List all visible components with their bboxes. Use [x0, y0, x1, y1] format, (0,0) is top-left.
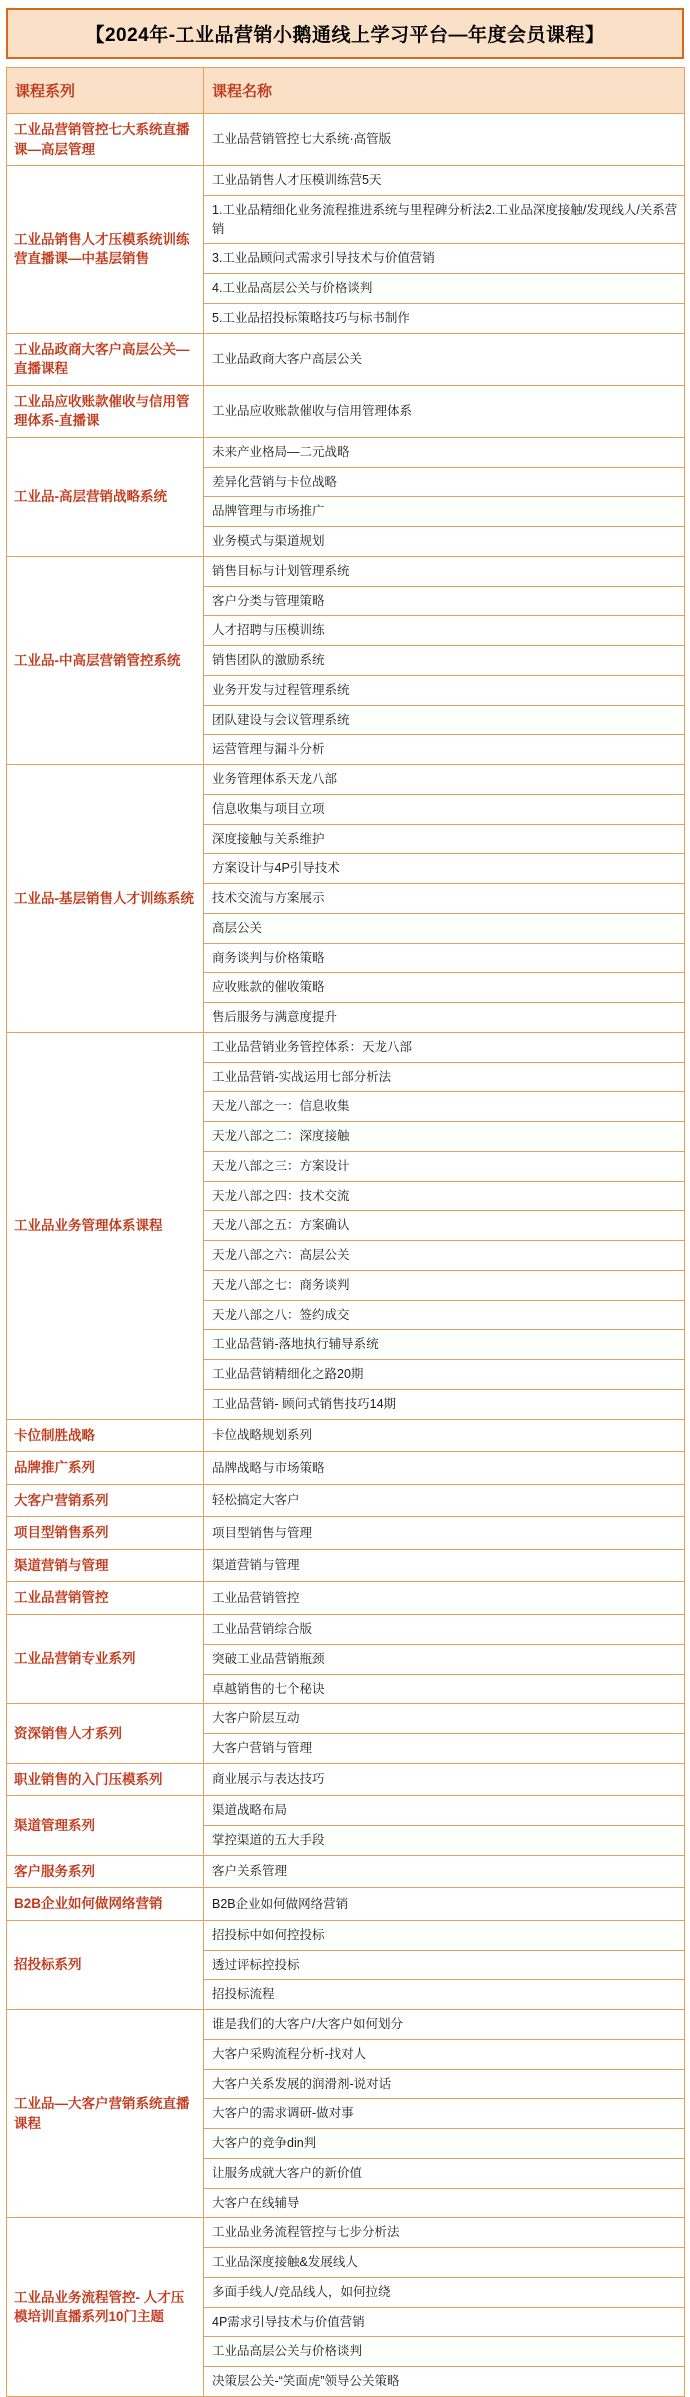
series-cell: 工业品营销专业系列	[7, 1615, 204, 1704]
course-name-cell: 卓越销售的七个秘诀	[204, 1674, 685, 1704]
table-row	[7, 2218, 685, 2248]
table-row	[7, 1763, 685, 1796]
course-name-cell: 大客户阶层互动	[204, 1704, 685, 1734]
course-name-cell: 大客户的需求调研-做对事	[204, 2099, 685, 2129]
course-name-cell: 工业品政商大客户高层公关	[204, 333, 685, 385]
series-cell: 大客户营销系列	[7, 1484, 204, 1517]
table-body	[7, 114, 685, 2397]
course-name-cell: 让服务成就大客户的新价值	[204, 2158, 685, 2188]
table-row	[7, 1888, 685, 1921]
series-cell: B2B企业如何做网络营销	[7, 1888, 204, 1921]
course-name-cell: 4P需求引导技术与价值营销	[204, 2307, 685, 2337]
column-header-name: 课程名称	[204, 68, 685, 114]
course-name-cell: 1.工业品精细化业务流程推进系统与里程碑分析法2.工业品深度接触/发现线人/关系营销	[204, 195, 685, 244]
course-name-cell: B2B企业如何做网络营销	[204, 1888, 685, 1921]
table-row	[7, 2010, 685, 2040]
course-name-cell: 高层公关	[204, 913, 685, 943]
series-cell: 工业品销售人才压模系统训练营直播课—中基层销售	[7, 166, 204, 334]
course-name-cell: 工业品深度接触&发展线人	[204, 2248, 685, 2278]
course-name-cell: 大客户采购流程分析-找对人	[204, 2039, 685, 2069]
course-name-cell: 差异化营销与卡位战略	[204, 467, 685, 497]
course-name-cell: 天龙八部之八：签约成交	[204, 1300, 685, 1330]
course-name-cell: 工业品应收账款催收与信用管理体系	[204, 385, 685, 437]
table-row	[7, 1452, 685, 1485]
series-cell: 工业品应收账款催收与信用管理体系-直播课	[7, 385, 204, 437]
series-cell: 品牌推广系列	[7, 1452, 204, 1485]
course-name-cell: 大客户关系发展的润滑剂-说对话	[204, 2069, 685, 2099]
series-cell: 项目型销售系列	[7, 1517, 204, 1550]
series-cell: 工业品-中高层营销管控系统	[7, 556, 204, 764]
course-name-cell: 信息收集与项目立项	[204, 794, 685, 824]
course-name-cell: 大客户的竞争din判	[204, 2129, 685, 2159]
course-name-cell: 天龙八部之五：方案确认	[204, 1211, 685, 1241]
table-row	[7, 437, 685, 467]
course-name-cell: 售后服务与满意度提升	[204, 1003, 685, 1033]
series-cell: 卡位制胜战略	[7, 1419, 204, 1452]
series-cell: 职业销售的入门压模系列	[7, 1763, 204, 1796]
course-name-cell: 谁是我们的大客户/大客户如何划分	[204, 2010, 685, 2040]
course-name-cell: 天龙八部之三：方案设计	[204, 1151, 685, 1181]
table-row	[7, 1032, 685, 1062]
series-cell: 工业品业务流程管控- 人才压模培训直播系列10门主题	[7, 2218, 204, 2397]
series-cell: 工业品营销管控	[7, 1582, 204, 1615]
course-name-cell: 天龙八部之四：技术交流	[204, 1181, 685, 1211]
table-row	[7, 1517, 685, 1550]
course-name-cell: 渠道营销与管理	[204, 1549, 685, 1582]
course-name-cell: 决策层公关-“笑面虎”领导公关策略	[204, 2367, 685, 2397]
course-name-cell: 商业展示与表达技巧	[204, 1763, 685, 1796]
table-row	[7, 1796, 685, 1826]
course-name-cell: 天龙八部之六：高层公关	[204, 1241, 685, 1271]
table-row	[7, 166, 685, 196]
table-row	[7, 1704, 685, 1734]
course-table	[6, 67, 685, 2397]
course-name-cell: 销售目标与计划管理系统	[204, 556, 685, 586]
page-title: 【2024年-工业品营销小鹅通线上学习平台—年度会员课程】	[6, 8, 684, 59]
course-name-cell: 渠道战略布局	[204, 1796, 685, 1826]
course-name-cell: 透过评标控投标	[204, 1950, 685, 1980]
table-row	[7, 114, 685, 166]
course-name-cell: 3.工业品顾问式需求引导技术与价值营销	[204, 244, 685, 274]
table-row	[7, 1484, 685, 1517]
series-cell: 客户服务系列	[7, 1855, 204, 1888]
course-name-cell: 工业品高层公关与价格谈判	[204, 2337, 685, 2367]
course-name-cell: 卡位战略规划系列	[204, 1419, 685, 1452]
series-cell: 工业品—大客户营销系统直播课程	[7, 2010, 204, 2218]
course-name-cell: 品牌管理与市场推广	[204, 497, 685, 527]
course-name-cell: 业务模式与渠道规划	[204, 527, 685, 557]
course-name-cell: 掌控渠道的五大手段	[204, 1826, 685, 1856]
course-name-cell: 技术交流与方案展示	[204, 884, 685, 914]
course-name-cell: 销售团队的激励系统	[204, 646, 685, 676]
course-name-cell: 招投标流程	[204, 1980, 685, 2010]
course-name-cell: 深度接触与关系维护	[204, 824, 685, 854]
table-row	[7, 556, 685, 586]
course-name-cell: 大客户在线辅导	[204, 2188, 685, 2218]
series-cell: 渠道管理系列	[7, 1796, 204, 1856]
course-name-cell: 工业品营销管控七大系统·高管版	[204, 114, 685, 166]
course-name-cell: 大客户营销与管理	[204, 1734, 685, 1764]
course-name-cell: 天龙八部之一：信息收集	[204, 1092, 685, 1122]
series-cell: 工业品营销管控七大系统直播课—高层管理	[7, 114, 204, 166]
table-header	[7, 68, 685, 114]
course-name-cell: 工业品营销综合版	[204, 1615, 685, 1645]
series-cell: 工业品业务管理体系课程	[7, 1032, 204, 1419]
course-name-cell: 工业品营销- 顾问式销售技巧14期	[204, 1389, 685, 1419]
course-name-cell: 工业品营销精细化之路20期	[204, 1360, 685, 1390]
course-name-cell: 招投标中如何控投标	[204, 1920, 685, 1950]
course-name-cell: 未来产业格局—二元战略	[204, 437, 685, 467]
course-name-cell: 工业品营销业务管控体系：天龙八部	[204, 1032, 685, 1062]
course-name-cell: 客户关系管理	[204, 1855, 685, 1888]
course-name-cell: 工业品业务流程管控与七步分析法	[204, 2218, 685, 2248]
course-name-cell: 品牌战略与市场策略	[204, 1452, 685, 1485]
course-name-cell: 业务管理体系天龙八部	[204, 765, 685, 795]
table-row	[7, 333, 685, 385]
course-name-cell: 运营管理与漏斗分析	[204, 735, 685, 765]
series-cell: 渠道营销与管理	[7, 1549, 204, 1582]
table-row	[7, 1582, 685, 1615]
course-name-cell: 项目型销售与管理	[204, 1517, 685, 1550]
table-header-row	[7, 68, 685, 114]
course-name-cell: 天龙八部之二：深度接触	[204, 1122, 685, 1152]
series-cell: 工业品政商大客户高层公关—直播课程	[7, 333, 204, 385]
column-header-series: 课程系列	[7, 68, 204, 114]
course-name-cell: 方案设计与4P引导技术	[204, 854, 685, 884]
course-name-cell: 团队建设与会议管理系统	[204, 705, 685, 735]
table-row	[7, 1549, 685, 1582]
course-name-cell: 多面手线人/竞品线人，如何拉绕	[204, 2277, 685, 2307]
table-row	[7, 1615, 685, 1645]
course-name-cell: 客户分类与管理策略	[204, 586, 685, 616]
course-name-cell: 工业品销售人才压模训练营5天	[204, 166, 685, 196]
series-cell: 招投标系列	[7, 1920, 204, 2009]
course-name-cell: 应收账款的催收策略	[204, 973, 685, 1003]
course-name-cell: 突破工业品营销瓶颈	[204, 1644, 685, 1674]
series-cell: 工业品-基层销售人才训练系统	[7, 765, 204, 1033]
table-row	[7, 1855, 685, 1888]
series-cell: 工业品-高层营销战略系统	[7, 437, 204, 556]
course-name-cell: 业务开发与过程管理系统	[204, 675, 685, 705]
course-name-cell: 4.工业品高层公关与价格谈判	[204, 274, 685, 304]
course-name-cell: 商务谈判与价格策略	[204, 943, 685, 973]
series-cell: 资深销售人才系列	[7, 1704, 204, 1764]
table-row	[7, 1920, 685, 1950]
course-name-cell: 工业品营销-实战运用七部分析法	[204, 1062, 685, 1092]
course-name-cell: 天龙八部之七：商务谈判	[204, 1270, 685, 1300]
table-row	[7, 765, 685, 795]
table-row	[7, 1419, 685, 1452]
course-name-cell: 轻松搞定大客户	[204, 1484, 685, 1517]
table-row	[7, 385, 685, 437]
course-name-cell: 工业品营销管控	[204, 1582, 685, 1615]
course-name-cell: 5.工业品招投标策略技巧与标书制作	[204, 303, 685, 333]
course-name-cell: 工业品营销-落地执行辅导系统	[204, 1330, 685, 1360]
course-name-cell: 人才招聘与压模训练	[204, 616, 685, 646]
